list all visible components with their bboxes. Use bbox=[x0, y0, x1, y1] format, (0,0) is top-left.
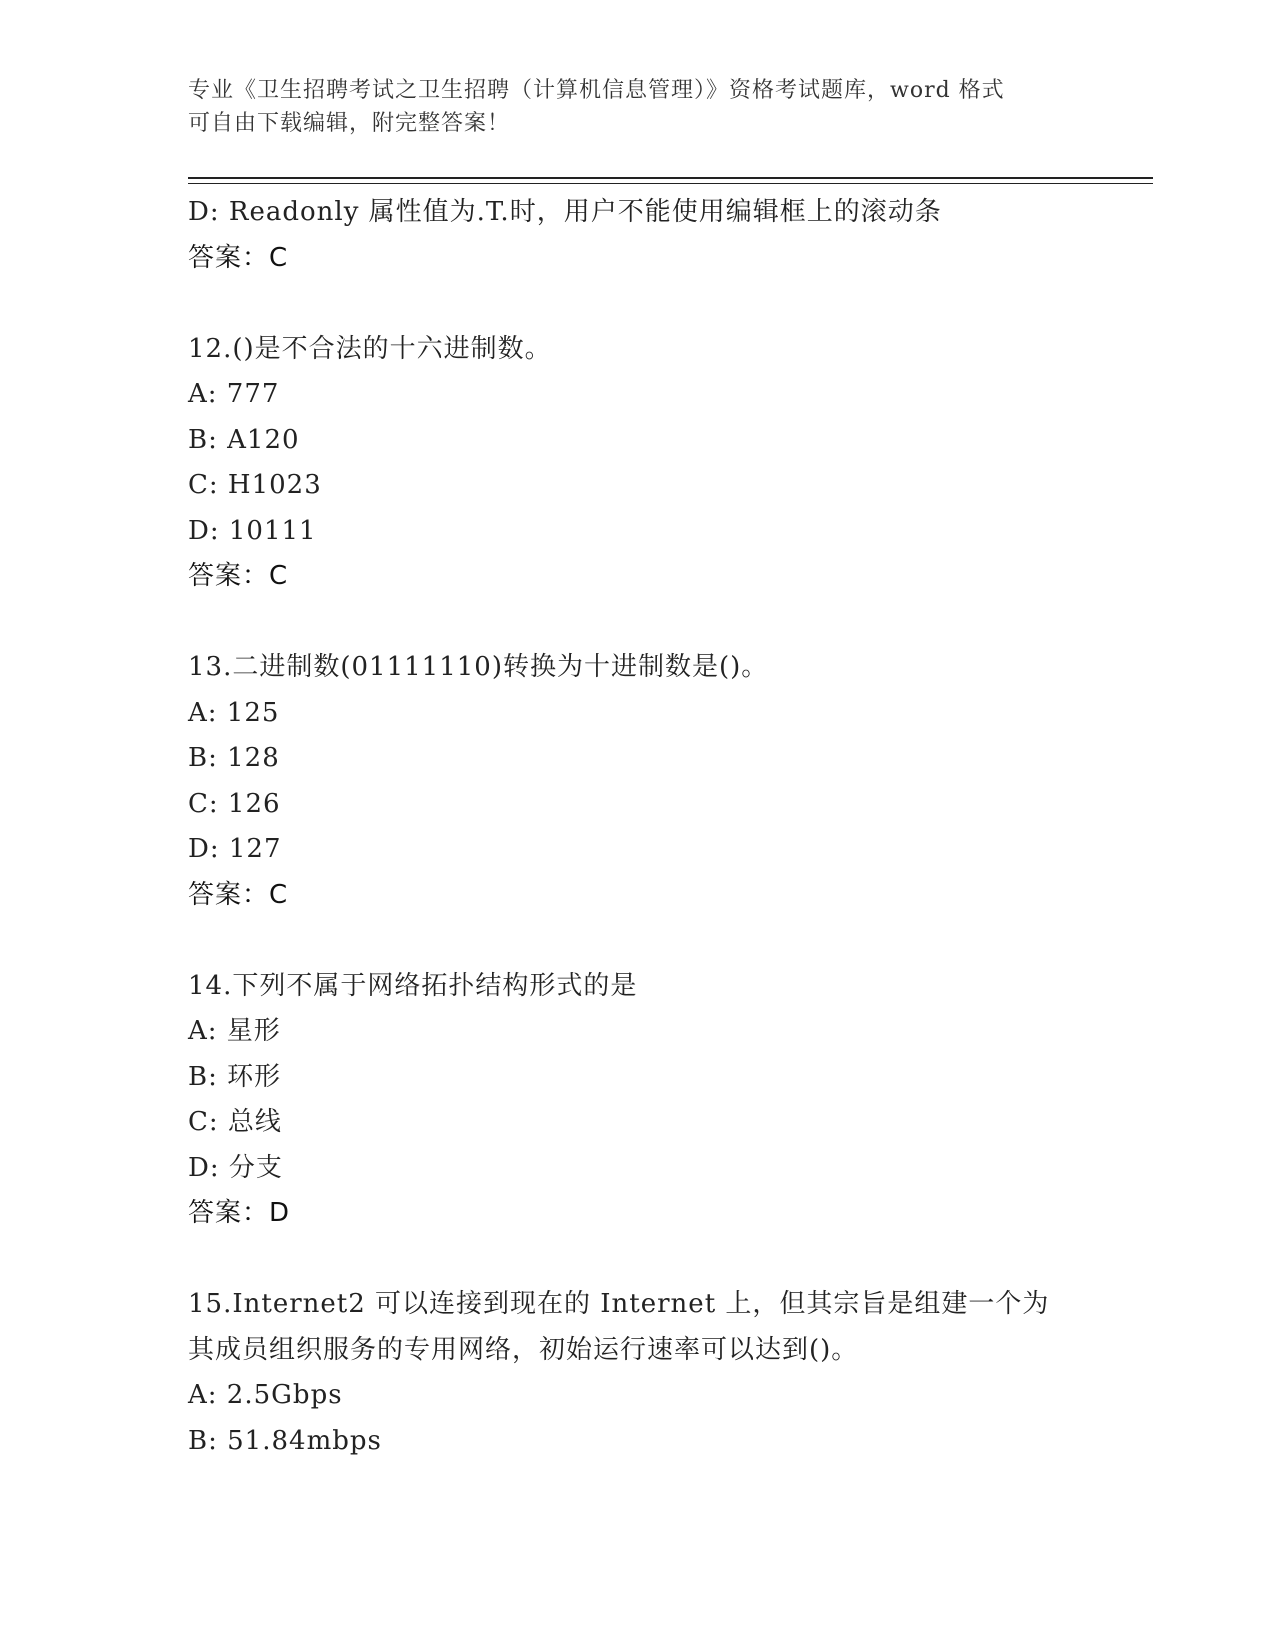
document-header bbox=[188, 74, 1088, 140]
answer-line: 答案：C bbox=[188, 879, 289, 910]
question-stem-line-1: 15.Internet2 可以连接到现在的 Internet 上，但其宗旨是组建一个为 bbox=[188, 1289, 1050, 1319]
header-title-line-2: 可自由下载编辑，附完整答案！ bbox=[188, 111, 511, 136]
option-a: A: 2.5Gbps bbox=[188, 1380, 343, 1410]
question-list bbox=[188, 190, 1108, 1464]
spacer bbox=[188, 281, 1108, 327]
option-d: D: 10111 bbox=[188, 515, 317, 546]
option-a: A: 777 bbox=[188, 379, 280, 409]
option-c: C: H1023 bbox=[188, 470, 322, 500]
answer-line: 答案：C bbox=[188, 242, 289, 273]
option-d: D: Readonly 属性值为.T.时，用户不能使用编辑框上的滚动条 bbox=[188, 197, 942, 227]
question-14 bbox=[188, 964, 1108, 1237]
spacer bbox=[188, 1237, 1108, 1283]
header-divider-thin bbox=[188, 183, 1153, 184]
option-c: C: 总线 bbox=[188, 1107, 282, 1137]
question-stem: 13.二进制数(01111110)转换为十进制数是()。 bbox=[188, 652, 769, 682]
question-11-carryover bbox=[188, 190, 1108, 281]
header-divider-thick bbox=[188, 177, 1153, 179]
question-stem: 12.()是不合法的十六进制数。 bbox=[188, 333, 552, 364]
question-13 bbox=[188, 645, 1108, 918]
option-d: D: 分支 bbox=[188, 1152, 283, 1183]
option-a: A: 125 bbox=[188, 697, 280, 728]
option-d: D: 127 bbox=[188, 834, 282, 864]
option-b: B: 51.84mbps bbox=[188, 1425, 382, 1456]
option-b: B: A120 bbox=[188, 424, 300, 455]
answer-line: 答案：C bbox=[188, 561, 289, 591]
answer-line: 答案：D bbox=[188, 1198, 291, 1228]
option-b: B: 环形 bbox=[188, 1061, 282, 1092]
question-15 bbox=[188, 1282, 1108, 1464]
option-a: A: 星形 bbox=[188, 1016, 281, 1046]
question-stem-line-2: 其成员组织服务的专用网络，初始运行速率可以达到()。 bbox=[188, 1334, 859, 1365]
spacer bbox=[188, 600, 1108, 646]
question-stem: 14.下列不属于网络拓扑结构形式的是 bbox=[188, 970, 638, 1001]
spacer bbox=[188, 918, 1108, 964]
question-12 bbox=[188, 327, 1108, 600]
header-title-line-1: 专业《卫生招聘考试之卫生招聘（计算机信息管理）》资格考试题库，word 格式 bbox=[188, 78, 1005, 103]
option-b: B: 128 bbox=[188, 743, 280, 773]
option-c: C: 126 bbox=[188, 788, 281, 819]
